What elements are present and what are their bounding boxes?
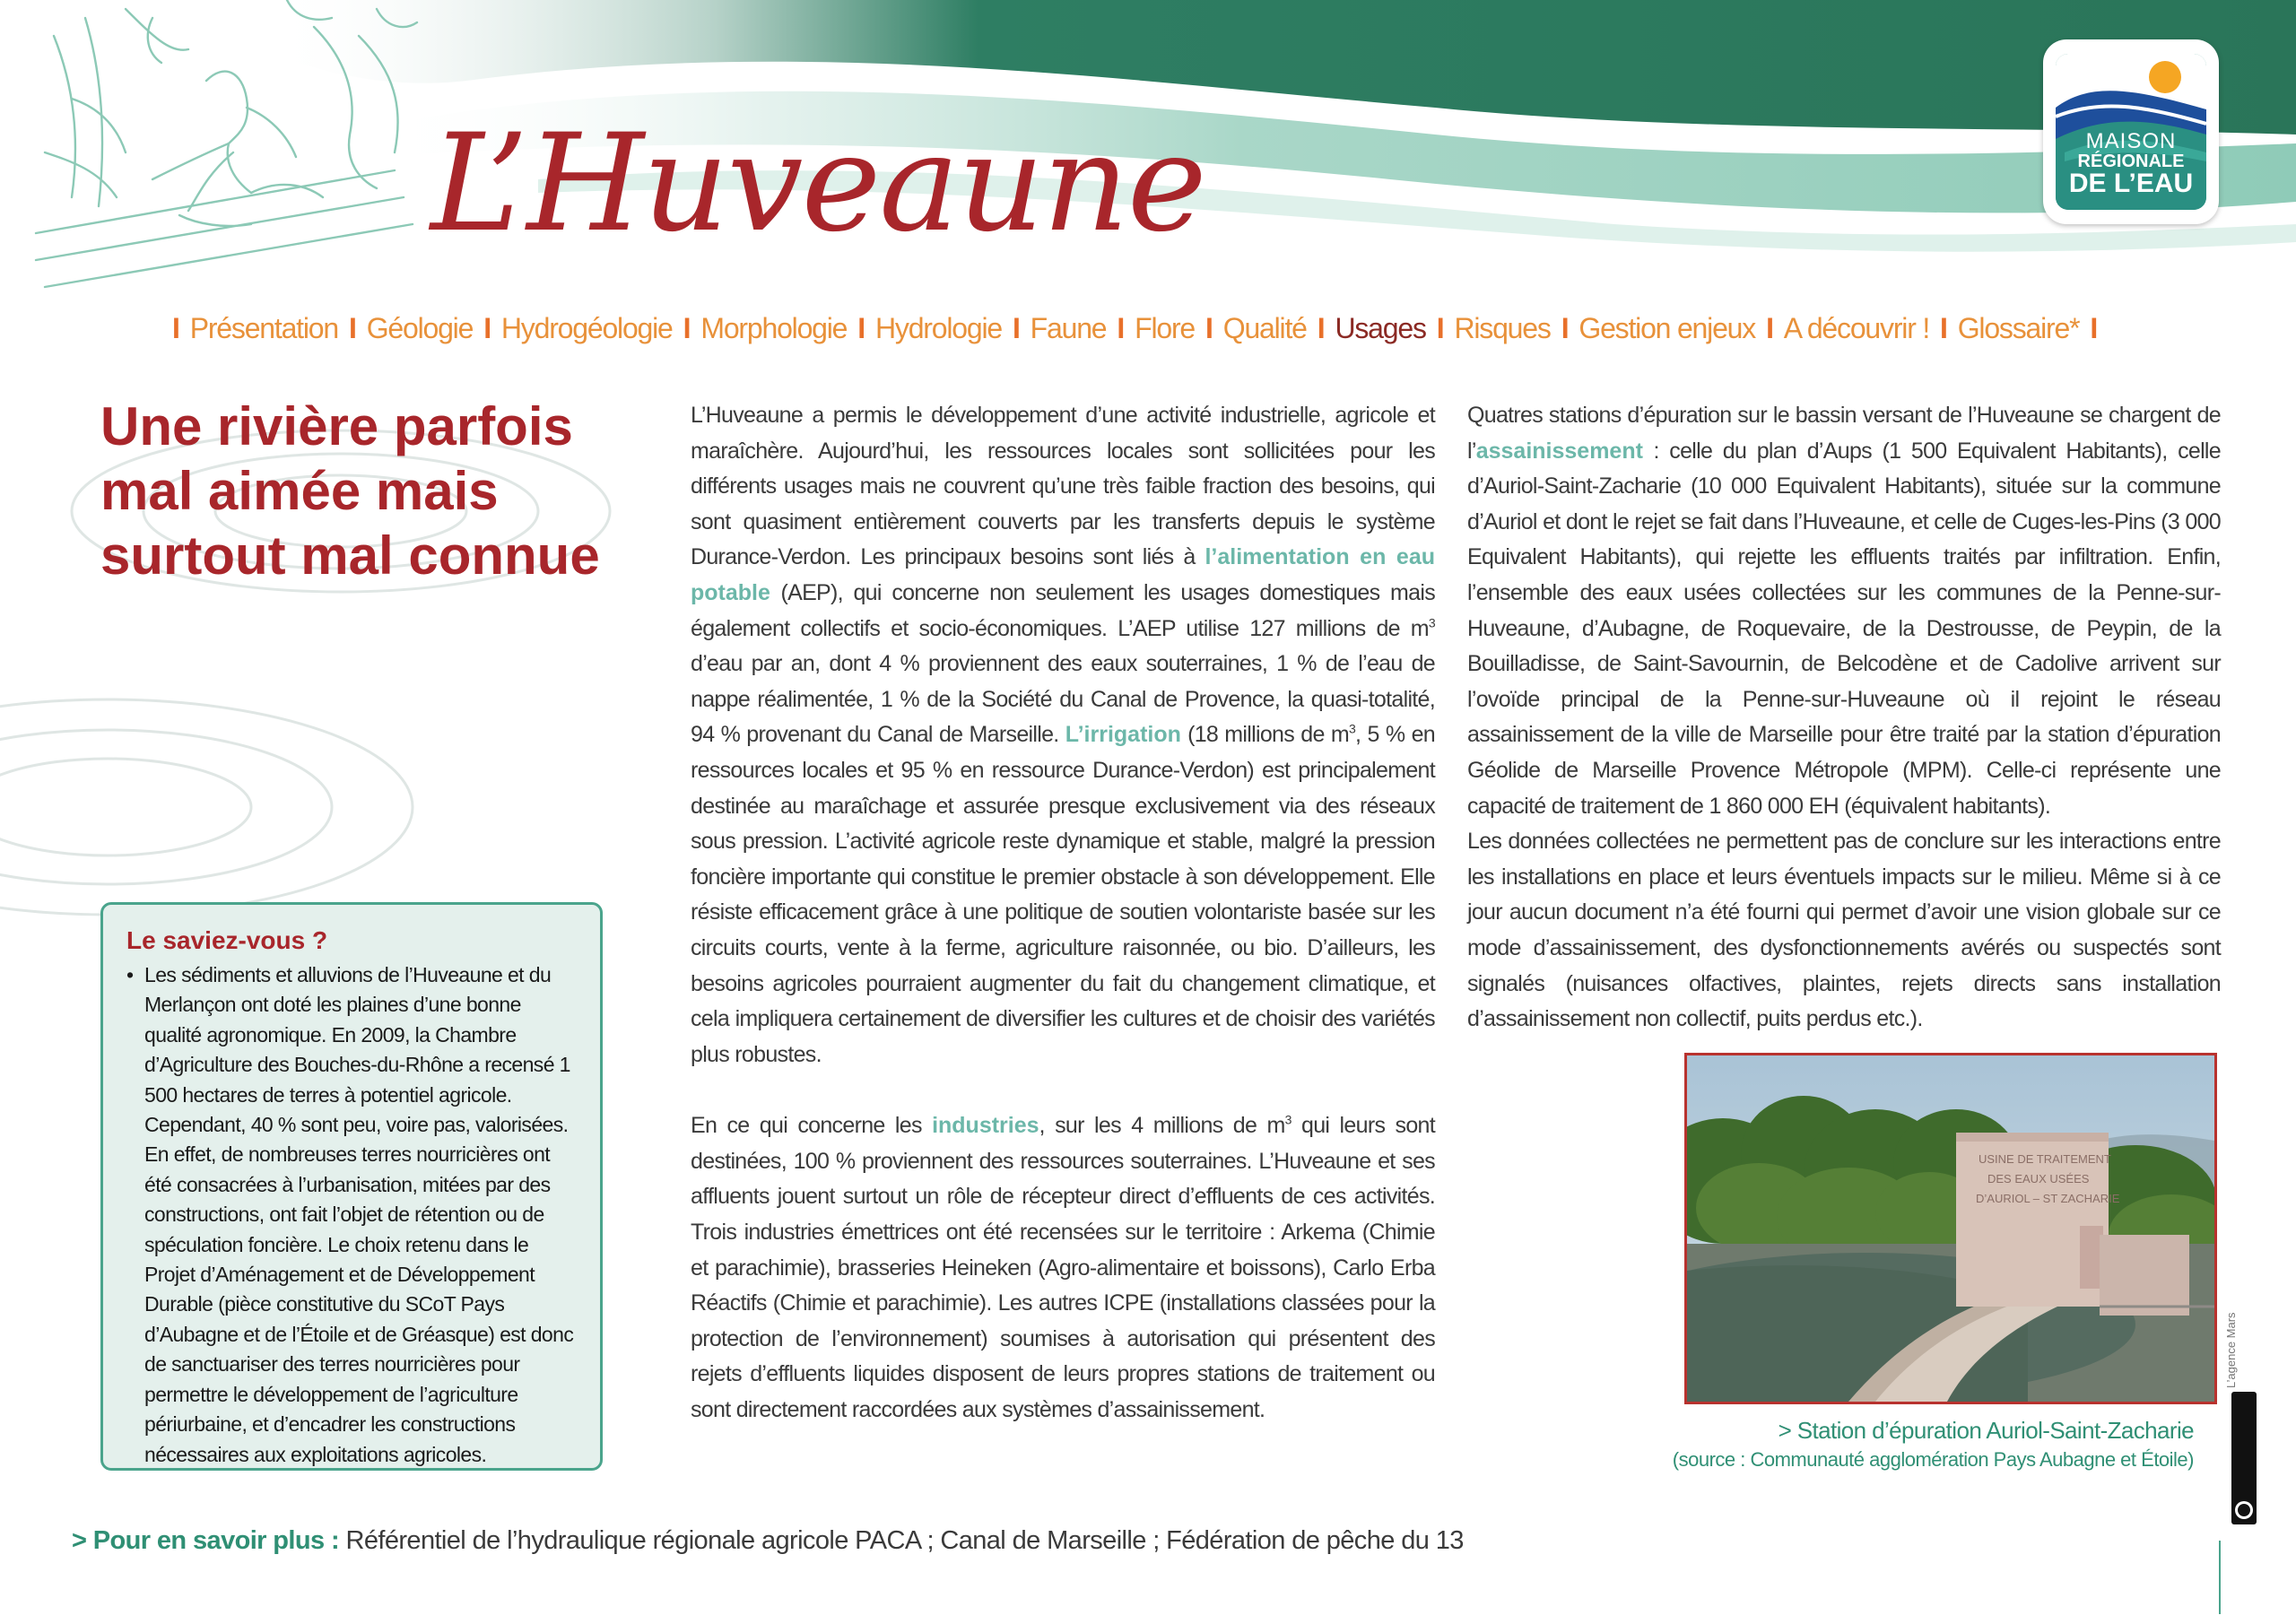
photo-caption <box>1614 1417 2194 1472</box>
svg-text:D’AURIOL – ST ZACHARIE: D’AURIOL – ST ZACHARIE <box>1976 1192 2120 1205</box>
nav-item-presentation[interactable]: Présentation <box>189 311 338 344</box>
nav-separator: I <box>2090 311 2098 344</box>
middle-p2-text-a: En ce qui concerne les <box>691 1113 933 1139</box>
nav-item-hydrogeologie[interactable]: Hydrogéologie <box>500 311 673 344</box>
nav-item-flore[interactable]: Flore <box>1135 311 1196 344</box>
callout-body <box>126 960 580 1470</box>
superscript-3: 3 <box>1348 722 1356 737</box>
nav-separator: I <box>1205 311 1213 344</box>
middle-p1-text-e: , 5 % en ressources locales et 95 % en ressource Durance-Verdon) est principalement destinée au maraîchage et assurée presque exclusivement via des réseaux sous pression. L’activité agricole reste dynamique et stable, malgré la pression foncière importante qui constitue le premier obstacle à son développement. Elle résiste efficacement grâce à une politique de soutien volontariste basée sur les circuits courts, vente à la ferme, agriculture raisonnée, ou bio. D’ailleurs, les besoins agricoles pourraient augmenter du fait du changement climatique, et cela impliquera certainement de diversifier les cultures et de choisir des variétés plus robustes. <box>691 722 1435 1067</box>
license-label: BY-NC-ND <box>2258 1404 2274 1471</box>
main-navigation <box>161 308 2242 348</box>
nav-separator: I <box>348 311 356 344</box>
highlight-industries: industries <box>932 1113 1039 1139</box>
highlight-irrigation: L’irrigation <box>1065 722 1181 748</box>
nav-item-geologie[interactable]: Géologie <box>366 311 474 344</box>
cc-license-icon[interactable] <box>2231 1392 2257 1524</box>
middle-paragraph-1 <box>691 398 1435 1073</box>
middle-p1-text-b: (AEP), qui concerne non seulement les usages domestiques mais également collectifs et socio-économiques. L’AEP utilise 127 millions de m <box>691 579 1435 641</box>
cc-license-graphic <box>2231 1392 2257 1524</box>
maison-regionale-logo-icon[interactable] <box>2043 39 2219 224</box>
right-column <box>1467 398 2221 1038</box>
right-p1-text-b: : celle du plan d’Aups (1 500 Equivalent Habitants), celle d’Auriol-Saint-Zacharie (10 000 Equivalent Habitants), située sur la commune d’Auriol et dont le rejet se fait dans l’Huveaune, et celle de Cuges-les-Pins (3 000 Equivalent Habitants), qui rejette les effluents traités par infiltration. Enfin, l’ensemble des eaux usées collectées sur les communes de la Penne-sur-Huveaune, d’Aubagne, de Roquevaire, de la Destrousse, de Peypin, de la Bouilladisse, de Saint-Savournin, de Belcodène et de Cadolive arrivent sur l’ovoïde principal de la Penne-sur-Huveaune où il rejoint le réseau assainissement de la ville de Marseille pour être traité par la station d’épuration Géolide de Marseille Provence Métropole (MPM). Celle-ci représente une capacité de traitement de 1 860 000 EH (équivalent habitants). <box>1467 438 2221 819</box>
woman-washing-sketch-illustration <box>18 0 430 305</box>
footer-further-reading <box>72 1526 1507 1556</box>
logo-panel <box>2056 54 2206 210</box>
callout-text: Les sédiments et alluvions de l’Huveaune et du Merlançon ont doté les plaines d’une bonne qualité agronomique. En 2009, la Chambre d’Agriculture des Bouches-du-Rhône a recensé 1 500 hectares de terres à potentiel agricole. Cependant, 40 % sont peu, voire pas, valorisées. En effet, de nombreuses terres nourricières ont été consacrées à l’urbanisation, mitées par des constructions, ont fait l’objet de rétention ou de spéculation foncière. Le choix retenu dans le Projet d’Aménagement et de Développement Durable (pièce constitutive du SCoT Pays d’Aubagne et de l’Étoile et de Gréasque) est donc de sanctuariser des terres nourricières pour permettre le développement de l’agriculture périurbaine, et d’encadrer les constructions nécessaires aux exploitations agricoles. <box>144 963 574 1466</box>
nav-separator: I <box>483 311 491 344</box>
photo-caption-source: (source : Communauté agglomération Pays Aubagne et Étoile) <box>1672 1448 2194 1471</box>
photo-caption-title: > Station d’épuration Auriol-Saint-Zacharie <box>1778 1417 2194 1444</box>
nav-item-gestion-enjeux[interactable]: Gestion enjeux <box>1578 311 1756 344</box>
treatment-plant-image <box>1687 1055 2214 1402</box>
nav-separator: I <box>1012 311 1020 344</box>
nav-item-hydrologie[interactable]: Hydrologie <box>874 311 1002 344</box>
right-paragraph-1 <box>1467 398 2221 824</box>
nav-separator: I <box>683 311 691 344</box>
nav-item-qualite[interactable]: Qualité <box>1222 311 1307 344</box>
middle-p2-text-c: qui leurs sont destinées, 100 % proviennent des ressources souterraines. L’Huveaune et ses affluents jouent surtout un rôle de récepteur direct d’effluents de ces activités. Trois industries émettrices ont été recensées sur le territoire : Arkema (Chimie et parachimie), brasseries Heineken (Agro-alimentaire et boissons), Carlo Erba Réactifs (Chimie et parachimie). Les autres ICPE (installations classées pour la protection de l’environnement) soumises à autorisation qui présentent des rejets d’effluents liquides disposent de leurs propres stations de traitement ou sont directement raccordées aux systèmes d’assainissement. <box>691 1113 1435 1423</box>
nav-separator: I <box>1940 311 1947 344</box>
nav-separator: I <box>1436 311 1444 344</box>
nav-item-morphologie[interactable]: Morphologie <box>700 311 848 344</box>
right-p1-text-a: Quatres stations d’épuration sur le bassin versant de l’Huveaune se chargent de l’ <box>1467 403 2221 464</box>
nav-separator: I <box>1561 311 1569 344</box>
nav-separator: I <box>1317 311 1325 344</box>
header-band <box>0 0 2296 296</box>
highlight-alimentation: l’alimentation en eau potable <box>691 544 1435 605</box>
callout-title: Le saviez-vous ? <box>126 926 328 954</box>
middle-p1-text-a: L’Huveaune a permis le développement d’une activité industrielle, agricole et maraîchère. Aujourd’hui, les ressources locales sont sollicitées pour les différents usages mais ne couvrent qu’une très faible fraction des besoins, qui sont quasiment entièrement couverts par les transferts depuis le système Durance-Verdon. Les principaux besoins sont liés à <box>691 403 1435 570</box>
nav-separator: I <box>172 311 179 344</box>
logo-text <box>2056 131 2206 197</box>
nav-separator: I <box>1766 311 1773 344</box>
footer-divider <box>2219 1541 2221 1614</box>
middle-p1-text-d: (18 millions de m <box>1180 722 1349 748</box>
page-title: L’Huveaune <box>430 106 1205 262</box>
treatment-plant-photo[interactable] <box>1684 1053 2217 1404</box>
nav-item-glossaire[interactable]: Glossaire* <box>1957 311 2080 344</box>
middle-column <box>691 398 1435 1429</box>
photo-credit: L’agence Mars <box>2224 1312 2238 1388</box>
nav-separator: I <box>857 311 865 344</box>
logo-line-1: MAISON <box>2085 129 2177 153</box>
right-paragraph-2: Les données collectées ne permettent pas de conclure sur les interactions entre les installations en place et leurs éventuels impacts sur le milieu. Même si à ce jour aucun document n’a été fourni qui permet d’avoir une vision globale sur ce mode d’assainissement, des dysfonctionnements avérés ou suspectés sont signalés (nuisances olfactives, plaintes, rejets directs sans installation d’assainissement non collectif, puits perdus etc.). <box>1467 829 2221 1032</box>
callout-bullet: • <box>126 963 134 986</box>
logo-line-2: RÉGIONALE <box>2077 152 2185 171</box>
nav-separator: I <box>1117 311 1125 344</box>
nav-item-a-decouvrir[interactable]: A découvrir ! <box>1783 311 1930 344</box>
middle-p2-text-b: , sur les 4 millions de m <box>1039 1113 1285 1139</box>
section-heading: Une rivière parfois mal aimée mais surtout mal connue <box>100 396 600 586</box>
middle-paragraph-2 <box>691 1108 1435 1428</box>
did-you-know-callout <box>100 902 603 1471</box>
footer-label: > Pour en savoir plus : <box>72 1526 340 1555</box>
nav-item-usages[interactable]: Usages <box>1335 311 1426 344</box>
svg-text:DES EAUX USÉES: DES EAUX USÉES <box>1987 1172 2090 1185</box>
highlight-assainissement: assainissement <box>1475 438 1643 464</box>
superscript-3: 3 <box>1284 1112 1292 1127</box>
superscript-3: 3 <box>1428 615 1435 630</box>
footer-references: Référentiel de l’hydraulique régionale agricole PACA ; Canal de Marseille ; Fédération de pêche du 13 <box>339 1526 1464 1555</box>
nav-item-faune[interactable]: Faune <box>1030 311 1107 344</box>
middle-p1-text-c: d’eau par an, dont 4 % proviennent des eaux souterraines, 1 % de l’eau de nappe réalimentée, 1 % de la Société du Canal de Provence, la quasi-totalité, 94 % provenant du Canal de Marseille. <box>691 651 1435 748</box>
svg-text:USINE DE TRAITEMENT: USINE DE TRAITEMENT <box>1979 1152 2111 1166</box>
nav-item-risques[interactable]: Risques <box>1454 311 1551 344</box>
logo-line-3: DE L’EAU <box>2068 169 2194 198</box>
paragraph-gap <box>691 1073 1435 1108</box>
